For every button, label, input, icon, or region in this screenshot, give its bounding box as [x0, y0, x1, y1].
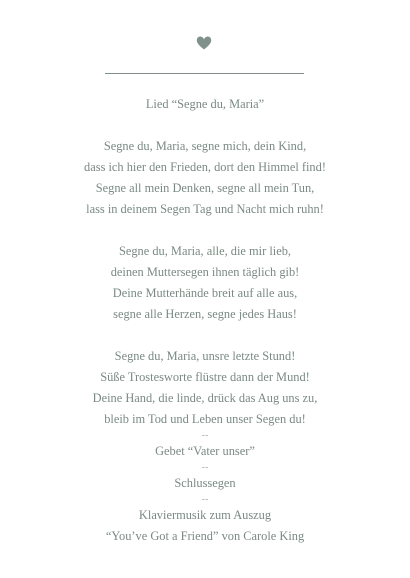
stanza-2-line-2: deinen Muttersegen ihnen täglich gib! [110, 265, 300, 279]
separator: -- [201, 494, 209, 505]
stanza-1-line-3: Segne all mein Denken, segne all mein Tun, [95, 181, 315, 195]
stanza-1-line-2: dass ich hier den Frieden, dort den Himmel find! [84, 160, 326, 174]
stanza-3-line-4: bleib im Tod und Leben unser Segen du! [104, 412, 306, 426]
divider-line [105, 73, 304, 74]
heart-icon [196, 36, 212, 50]
stanza-2-line-4: segne alle Herzen, segne jedes Haus! [113, 307, 297, 321]
music-item: Klaviermusik zum Auszug [138, 508, 272, 522]
stanza-2-line-3: Deine Mutterhände breit auf alle aus, [112, 286, 298, 300]
separator: -- [201, 430, 209, 441]
stanza-3-line-2: Süße Trostesworte flüstre dann der Mund! [100, 370, 310, 384]
prayer-item: Gebet “Vater unser” [155, 444, 255, 458]
spacer [0, 115, 410, 136]
song-item: “You’ve Got a Friend” von Carole King [105, 529, 305, 543]
stanza-1-line-1: Segne du, Maria, segne mich, dein Kind, [103, 139, 307, 153]
spacer [0, 220, 410, 241]
spacer [0, 325, 410, 346]
stanza-3-line-1: Segne du, Maria, unsre letzte Stund! [114, 349, 296, 363]
song-title: Lied “Segne du, Maria” [145, 97, 265, 111]
program-text [0, 94, 410, 547]
stanza-2-line-1: Segne du, Maria, alle, die mir lieb, [118, 244, 292, 258]
stanza-1-line-4: lass in deinem Segen Tag und Nacht mich ruhn! [86, 202, 324, 216]
blessing-item: Schlussegen [174, 476, 236, 490]
separator: -- [201, 462, 209, 473]
stanza-3-line-3: Deine Hand, die linde, drück das Aug uns zu, [92, 391, 318, 405]
